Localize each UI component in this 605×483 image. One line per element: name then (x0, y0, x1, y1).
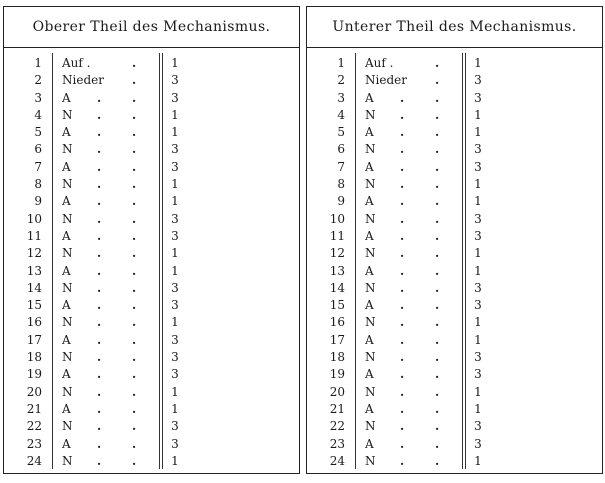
row-leader-dot: . (97, 228, 102, 243)
row-value: 3 (171, 142, 179, 157)
row-leader-dot: . (132, 453, 137, 468)
row-direction: N (365, 107, 376, 122)
row-direction: N (365, 177, 376, 192)
row-number: 6 (337, 142, 345, 157)
row-direction: N (365, 211, 376, 226)
row-number: 8 (34, 177, 42, 192)
row-leader-dot: . (132, 177, 137, 192)
row-direction: N (62, 419, 73, 434)
row-value: 1 (474, 263, 482, 278)
upper-mechanism-rows (4, 55, 299, 470)
row-leader-dot: . (132, 211, 137, 226)
table-row (4, 72, 299, 89)
row-leader-dot: . (132, 228, 137, 243)
row-leader-dot: . (132, 246, 137, 261)
row-leader-dot: . (435, 90, 440, 105)
row-leader-dot: . (435, 384, 440, 399)
row-leader-dot: . (132, 367, 137, 382)
table-row (307, 245, 602, 262)
row-value: 1 (171, 56, 179, 70)
row-leader-dot: . (400, 246, 405, 261)
row-value: 1 (474, 194, 482, 209)
row-leader-dot: . (400, 177, 405, 192)
row-leader-dot: . (435, 315, 440, 330)
row-leader-dot: . (400, 419, 405, 434)
row-number: 20 (26, 384, 42, 399)
row-leader-dot: . (97, 125, 102, 140)
row-number: 9 (337, 194, 345, 209)
row-number: 6 (34, 142, 42, 157)
table-row (307, 55, 602, 72)
row-direction: N (365, 350, 376, 365)
row-number: 13 (329, 263, 345, 278)
row-value: 3 (171, 298, 179, 313)
table-row (307, 401, 602, 418)
row-leader-dot: . (132, 419, 137, 434)
row-leader-dot: . (435, 228, 440, 243)
row-direction: N (365, 246, 376, 261)
row-number: 24 (26, 453, 42, 468)
row-number: 14 (329, 280, 345, 295)
row-direction: A (62, 332, 71, 347)
row-leader-dot: . (132, 125, 137, 140)
row-leader-dot: . (435, 367, 440, 382)
row-value: 3 (171, 73, 179, 88)
row-leader-dot: . (435, 436, 440, 451)
row-value: 1 (171, 263, 179, 278)
row-number: 22 (329, 419, 345, 434)
row-number: 1 (337, 56, 345, 70)
row-leader-dot: . (400, 125, 405, 140)
row-number: 7 (34, 159, 42, 174)
row-number: 17 (26, 332, 42, 347)
lower-mechanism-rows (307, 55, 602, 470)
row-number: 9 (34, 194, 42, 209)
row-leader-dot: . (435, 159, 440, 174)
row-value: 3 (474, 211, 482, 226)
row-value: 1 (474, 332, 482, 347)
row-leader-dot: . (132, 90, 137, 105)
row-number: 17 (329, 332, 345, 347)
table-row (307, 72, 602, 89)
row-value: 1 (171, 401, 179, 416)
row-direction: A (62, 90, 71, 105)
row-leader-dot: . (97, 384, 102, 399)
row-leader-dot: . (97, 401, 102, 416)
row-number: 8 (337, 177, 345, 192)
row-number: 20 (329, 384, 345, 399)
row-leader-dot: . (132, 315, 137, 330)
row-number: 23 (329, 436, 345, 451)
row-leader-dot: . (132, 280, 137, 295)
row-leader-dot: . (97, 332, 102, 347)
table-row (4, 263, 299, 280)
row-direction: N (62, 177, 73, 192)
row-leader-dot: . (400, 350, 405, 365)
table-row (4, 314, 299, 331)
row-leader-dot: . (435, 177, 440, 192)
row-number: 22 (26, 419, 42, 434)
row-value: 1 (474, 177, 482, 192)
table-row (4, 349, 299, 366)
row-direction: A (365, 125, 374, 140)
row-value: 3 (171, 228, 179, 243)
row-direction: A (62, 263, 71, 278)
row-leader-dot: . (132, 401, 137, 416)
row-direction: N (62, 280, 73, 295)
row-direction: A (365, 90, 374, 105)
row-leader-dot: . (400, 194, 405, 209)
row-leader-dot: . (97, 436, 102, 451)
table-row (4, 55, 299, 72)
row-leader-dot: . (132, 350, 137, 365)
row-number: 4 (337, 107, 345, 122)
row-leader-dot: . (435, 194, 440, 209)
row-direction: N (62, 453, 73, 468)
row-value: 1 (171, 107, 179, 122)
table-row (4, 211, 299, 228)
table-row (307, 228, 602, 245)
row-value: 3 (171, 367, 179, 382)
row-leader-dot: . (97, 211, 102, 226)
row-leader-dot: . (97, 350, 102, 365)
row-leader-dot: . (400, 367, 405, 382)
table-row (4, 384, 299, 401)
row-number: 19 (26, 367, 42, 382)
row-value: 3 (474, 419, 482, 434)
row-leader-dot: . (97, 142, 102, 157)
row-value: 3 (474, 280, 482, 295)
row-number: 10 (329, 211, 345, 226)
table-row (4, 453, 299, 470)
row-direction: N (62, 211, 73, 226)
row-number: 2 (337, 73, 345, 88)
row-leader-dot: . (435, 350, 440, 365)
row-leader-dot: . (435, 211, 440, 226)
row-value: 1 (474, 453, 482, 468)
table-row (307, 332, 602, 349)
row-leader-dot: . (400, 142, 405, 157)
row-direction: A (62, 228, 71, 243)
row-direction: A (62, 125, 71, 140)
row-leader-dot: . (97, 315, 102, 330)
row-number: 21 (26, 401, 42, 416)
row-leader-dot: . (435, 246, 440, 261)
row-number: 3 (34, 90, 42, 105)
row-direction: N (365, 384, 376, 399)
row-value: 3 (474, 90, 482, 105)
row-direction: N (62, 350, 73, 365)
row-value: 3 (474, 73, 482, 88)
row-number: 23 (26, 436, 42, 451)
row-leader-dot: . (132, 384, 137, 399)
row-leader-dot: . (97, 177, 102, 192)
row-number: 16 (329, 315, 345, 330)
row-direction: A (365, 367, 374, 382)
row-value: 3 (171, 280, 179, 295)
row-leader-dot: . (132, 194, 137, 209)
table-row (4, 332, 299, 349)
row-value: 3 (171, 90, 179, 105)
lower-mechanism-title: Unterer Theil des Mechanismus. (307, 7, 602, 48)
row-direction: A (365, 159, 374, 174)
row-leader-dot: . (435, 73, 440, 88)
row-leader-dot: . (400, 263, 405, 278)
row-leader-dot: . (97, 298, 102, 313)
row-leader-dot: . (132, 263, 137, 278)
row-leader-dot: . (400, 384, 405, 399)
row-number: 12 (26, 246, 42, 261)
table-row (4, 124, 299, 141)
row-leader-dot: . (97, 194, 102, 209)
row-direction: A (62, 159, 71, 174)
row-value: 1 (474, 246, 482, 261)
row-leader-dot: . (400, 90, 405, 105)
row-number: 7 (337, 159, 345, 174)
table-row (4, 90, 299, 107)
row-value: 1 (171, 384, 179, 399)
row-leader-dot: . (97, 280, 102, 295)
row-leader-dot: . (97, 107, 102, 122)
row-leader-dot: . (435, 56, 440, 70)
table-row (307, 141, 602, 158)
row-value: 3 (171, 436, 179, 451)
row-value: 3 (474, 367, 482, 382)
row-value: 1 (171, 453, 179, 468)
row-number: 24 (329, 453, 345, 468)
row-direction: N (365, 315, 376, 330)
row-number: 11 (329, 228, 345, 243)
row-direction: N (62, 315, 73, 330)
row-direction: A (365, 436, 374, 451)
table-row (4, 366, 299, 383)
row-number: 10 (26, 211, 42, 226)
lower-mechanism-panel (306, 6, 603, 474)
table-row (307, 384, 602, 401)
table-row (4, 401, 299, 418)
table-row (307, 159, 602, 176)
row-leader-dot: . (435, 453, 440, 468)
row-leader-dot: . (435, 142, 440, 157)
row-leader-dot: . (132, 107, 137, 122)
row-leader-dot: . (97, 453, 102, 468)
row-direction: A (62, 367, 71, 382)
row-value: 3 (171, 350, 179, 365)
row-leader-dot: . (97, 419, 102, 434)
table-row (307, 418, 602, 435)
row-leader-dot: . (400, 315, 405, 330)
row-direction: Nieder (365, 73, 407, 88)
row-value: 3 (171, 419, 179, 434)
row-value: 1 (474, 384, 482, 399)
table-row (307, 90, 602, 107)
row-direction: A (62, 194, 71, 209)
row-value: 1 (171, 194, 179, 209)
row-value: 3 (474, 228, 482, 243)
row-value: 3 (474, 298, 482, 313)
row-value: 3 (474, 159, 482, 174)
row-leader-dot: . (400, 107, 405, 122)
table-row (307, 176, 602, 193)
row-value: 1 (171, 315, 179, 330)
row-number: 21 (329, 401, 345, 416)
table-row (4, 228, 299, 245)
row-direction: A (365, 401, 374, 416)
row-direction: N (365, 280, 376, 295)
row-number: 5 (337, 125, 345, 140)
row-direction: Auf . (62, 56, 91, 70)
row-leader-dot: . (400, 453, 405, 468)
row-number: 2 (34, 73, 42, 88)
row-leader-dot: . (400, 298, 405, 313)
row-direction: A (365, 228, 374, 243)
row-direction: N (62, 384, 73, 399)
table-row (307, 436, 602, 453)
row-leader-dot: . (132, 298, 137, 313)
row-value: 1 (474, 315, 482, 330)
row-leader-dot: . (400, 228, 405, 243)
table-row (307, 124, 602, 141)
row-leader-dot: . (400, 436, 405, 451)
table-row (4, 176, 299, 193)
row-number: 15 (329, 298, 345, 313)
row-leader-dot: . (97, 263, 102, 278)
row-leader-dot: . (435, 280, 440, 295)
row-leader-dot: . (97, 246, 102, 261)
row-direction: A (365, 263, 374, 278)
table-row (307, 280, 602, 297)
table-row (4, 280, 299, 297)
row-leader-dot: . (435, 298, 440, 313)
row-leader-dot: . (132, 332, 137, 347)
row-number: 1 (34, 56, 42, 70)
table-row (307, 349, 602, 366)
row-number: 3 (337, 90, 345, 105)
row-direction: A (365, 194, 374, 209)
row-value: 3 (474, 142, 482, 157)
row-leader-dot: . (132, 142, 137, 157)
table-row (307, 297, 602, 314)
row-value: 1 (171, 246, 179, 261)
row-value: 3 (474, 350, 482, 365)
row-leader-dot: . (400, 159, 405, 174)
row-leader-dot: . (97, 367, 102, 382)
table-row (307, 453, 602, 470)
row-value: 3 (171, 332, 179, 347)
row-number: 11 (26, 228, 42, 243)
row-direction: A (62, 298, 71, 313)
row-number: 14 (26, 280, 42, 295)
row-number: 15 (26, 298, 42, 313)
row-value: 1 (474, 107, 482, 122)
row-direction: A (62, 436, 71, 451)
row-direction: N (62, 246, 73, 261)
row-value: 1 (171, 125, 179, 140)
row-leader-dot: . (435, 107, 440, 122)
row-value: 1 (474, 401, 482, 416)
row-number: 5 (34, 125, 42, 140)
row-leader-dot: . (435, 401, 440, 416)
row-value: 1 (171, 177, 179, 192)
row-number: 18 (26, 350, 42, 365)
row-direction: N (62, 107, 73, 122)
row-number: 19 (329, 367, 345, 382)
row-value: 1 (474, 125, 482, 140)
row-leader-dot: . (97, 90, 102, 105)
row-direction: N (62, 142, 73, 157)
row-direction: Nieder (62, 73, 104, 88)
row-leader-dot: . (132, 56, 137, 70)
row-direction: Auf . (365, 56, 394, 70)
table-row (4, 159, 299, 176)
table-row (307, 263, 602, 280)
row-value: 3 (171, 211, 179, 226)
row-leader-dot: . (132, 73, 137, 88)
row-leader-dot: . (435, 419, 440, 434)
row-leader-dot: . (400, 280, 405, 295)
row-value: 1 (474, 56, 482, 70)
row-value: 3 (474, 436, 482, 451)
row-number: 18 (329, 350, 345, 365)
table-row (4, 141, 299, 158)
table-row (4, 193, 299, 210)
table-row (4, 436, 299, 453)
row-number: 16 (26, 315, 42, 330)
upper-mechanism-panel (3, 6, 300, 474)
row-number: 4 (34, 107, 42, 122)
table-row (307, 211, 602, 228)
row-leader-dot: . (132, 159, 137, 174)
table-row (307, 193, 602, 210)
table-row (307, 314, 602, 331)
table-row (4, 107, 299, 124)
row-leader-dot: . (435, 332, 440, 347)
table-row (307, 366, 602, 383)
row-direction: N (365, 419, 376, 434)
table-row (4, 245, 299, 262)
row-value: 3 (171, 159, 179, 174)
row-leader-dot: . (400, 332, 405, 347)
row-leader-dot: . (435, 125, 440, 140)
row-direction: A (365, 332, 374, 347)
table-row (307, 107, 602, 124)
row-direction: N (365, 142, 376, 157)
row-direction: A (62, 401, 71, 416)
row-direction: N (365, 453, 376, 468)
row-leader-dot: . (435, 263, 440, 278)
row-leader-dot: . (400, 401, 405, 416)
upper-mechanism-title: Oberer Theil des Mechanismus. (4, 7, 299, 48)
row-leader-dot: . (132, 436, 137, 451)
row-direction: A (365, 298, 374, 313)
row-leader-dot: . (400, 211, 405, 226)
row-number: 12 (329, 246, 345, 261)
table-row (4, 418, 299, 435)
row-number: 13 (26, 263, 42, 278)
row-leader-dot: . (97, 159, 102, 174)
table-row (4, 297, 299, 314)
